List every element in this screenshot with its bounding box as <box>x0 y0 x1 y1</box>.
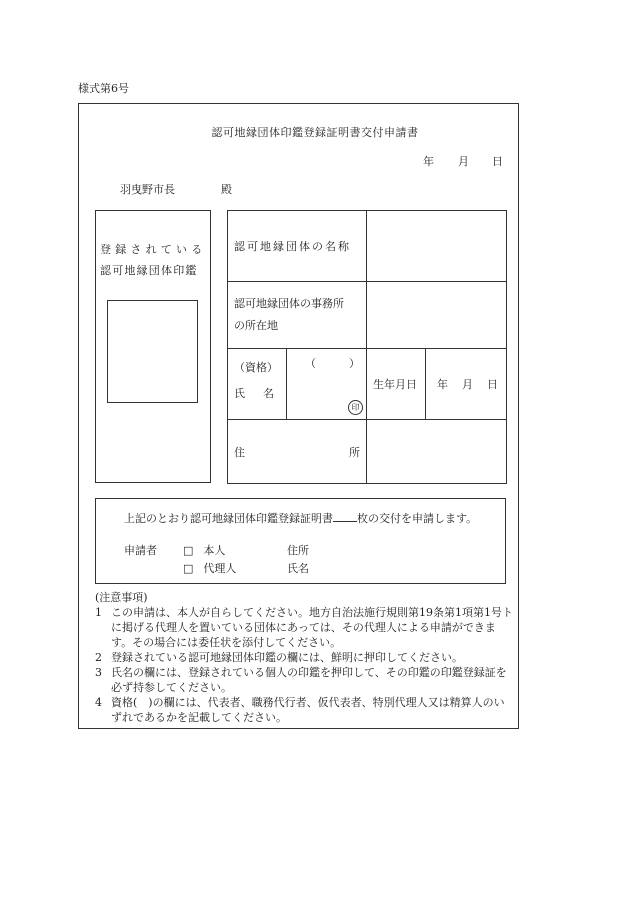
request-text <box>124 510 477 526</box>
name-label-part2: 名 <box>263 387 274 400</box>
note-number: 1 <box>95 606 102 619</box>
form-title: 認可地縁団体印鑑登録証明書交付申請書 <box>211 126 419 139</box>
office-label <box>228 282 367 349</box>
option-agent-label: 代理人 <box>203 562 237 575</box>
birth-day: 日 <box>487 378 498 391</box>
birthdate-field[interactable] <box>426 349 507 420</box>
date-month: 月 <box>458 155 469 168</box>
applicant-name-label: 氏名 <box>287 562 309 575</box>
note-number: 4 <box>95 696 102 709</box>
note-item <box>95 665 515 695</box>
checkbox-self[interactable]: □ <box>183 544 194 557</box>
notes-heading: (注意事項) <box>95 591 148 604</box>
seal-stamp-area[interactable] <box>107 300 198 403</box>
address-label-part1: 住 <box>234 445 245 459</box>
copies-blank[interactable] <box>333 511 357 522</box>
notes-section <box>95 590 515 725</box>
request-text-before: 上記のとおり認可地縁団体印鑑登録証明書 <box>124 512 333 525</box>
addressee <box>120 181 232 197</box>
self-option[interactable] <box>183 542 225 558</box>
note-text: この申請は、本人が自らしてください。地方自治法施行規則第19条第1項第1号トに掲げる代理人を置いている団体にあっては、その代理人による申請ができます。その場合には委任状を添付してください。 <box>111 606 513 649</box>
date-line <box>423 153 503 169</box>
address-field[interactable] <box>367 420 507 484</box>
option-self-label: 本人 <box>203 544 226 557</box>
office-label-line2: の所在地 <box>234 319 278 332</box>
qualification-label: （資格） <box>234 361 278 374</box>
applicant-address-label: 住所 <box>287 544 309 557</box>
honorific: 殿 <box>221 183 232 196</box>
note-text: 登録されている認可地縁団体印鑑の欄には、鮮明に押印してください。 <box>111 651 463 664</box>
agent-option[interactable] <box>183 560 236 576</box>
birth-year: 年 <box>437 378 448 391</box>
mayor-label: 羽曳野市長 <box>120 183 175 196</box>
seal-label-line1: 登録されている <box>100 243 207 256</box>
checkbox-agent[interactable]: □ <box>183 562 194 575</box>
qualification-name-label-cell <box>228 349 287 420</box>
date-year: 年 <box>423 155 434 168</box>
note-item <box>95 650 515 665</box>
note-item <box>95 695 515 725</box>
registered-seal-label <box>100 239 208 281</box>
note-text: 資格( )の欄には、代表者、職務代行者、仮代表者、特別代理人又は精算人のいずれであるかを記載してください。 <box>111 696 505 724</box>
birthdate-label: 生年月日 <box>367 349 426 420</box>
info-table <box>227 210 507 484</box>
name-label-part1: 氏 <box>234 387 245 400</box>
applicant-label: 申請者 <box>124 544 157 557</box>
address-label-part2: 所 <box>349 445 360 459</box>
name-label <box>234 381 280 407</box>
org-name-field[interactable] <box>367 211 507 282</box>
note-number: 2 <box>95 651 102 664</box>
request-text-after: 枚の交付を申請します。 <box>357 512 478 525</box>
seal-label-line2: 認可地縁団体印鑑 <box>100 264 198 277</box>
note-number: 3 <box>95 666 102 679</box>
org-name-label: 認可地縁団体の名称 <box>228 211 367 282</box>
date-day: 日 <box>492 155 503 168</box>
birth-month: 月 <box>462 378 473 391</box>
seal-mark: 印 <box>348 400 363 415</box>
note-item <box>95 605 515 650</box>
qualification-name-field[interactable] <box>287 349 367 420</box>
qualification-paren: （ ） <box>305 357 360 370</box>
note-text: 氏名の欄には、登録されている個人の印鑑を押印して、その印鑑の印鑑登録証を必ず持参してください。 <box>111 666 507 694</box>
office-label-line1: 認可地縁団体の事務所 <box>234 297 344 310</box>
address-label <box>228 420 367 484</box>
form-number: 様式第6号 <box>78 82 129 95</box>
office-address-field[interactable] <box>367 282 507 349</box>
